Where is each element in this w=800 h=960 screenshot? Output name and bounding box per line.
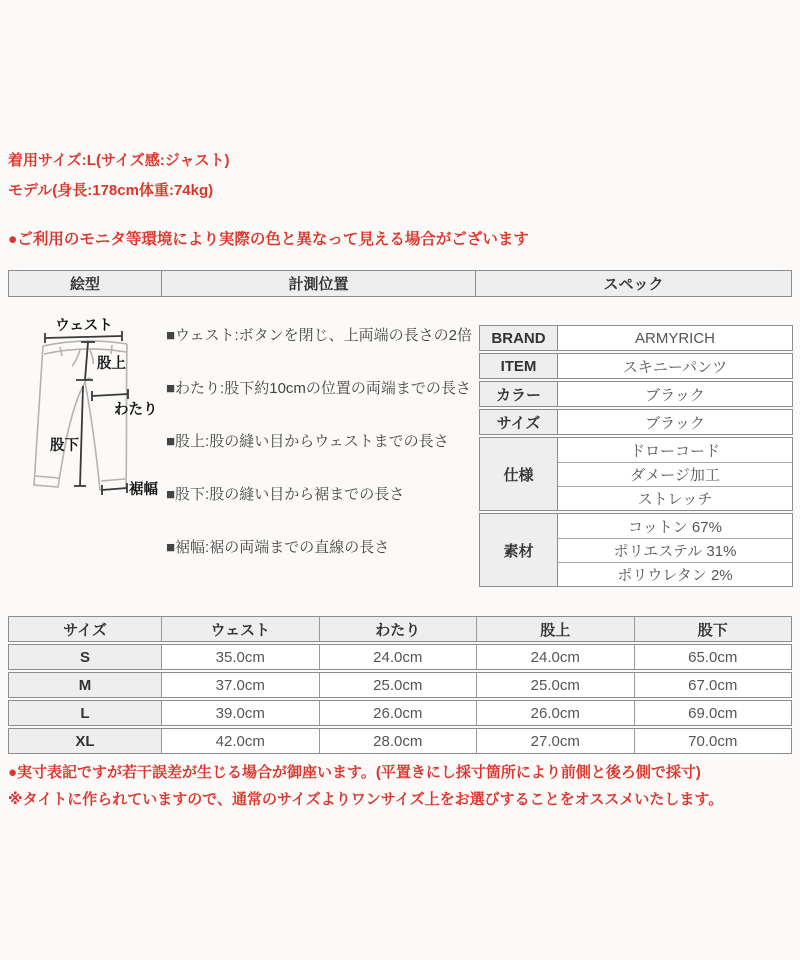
size-row-xl (8, 728, 792, 754)
size-cell: 69.0cm (634, 701, 792, 725)
size-cell: 39.0cm (161, 701, 319, 725)
spec-label: ITEM (480, 354, 558, 378)
spec-row-color (479, 381, 793, 407)
spec-table (479, 325, 793, 587)
spec-row-brand (479, 325, 793, 351)
spec-row-item (479, 353, 793, 379)
measure-point-hem: ■裾幅:裾の両端までの直線の長さ (166, 539, 390, 556)
size-cell: M (9, 673, 161, 697)
guide-header-spec: スペック (603, 276, 664, 293)
size-cell: L (9, 701, 161, 725)
size-table (8, 616, 792, 754)
size-header-cell: サイズ (9, 617, 161, 641)
guide-header-sketch: 絵型 (69, 276, 100, 293)
diagram-label-waist: ウェスト (55, 318, 113, 334)
size-row-l (8, 700, 792, 726)
size-header-cell: 股上 (476, 617, 634, 641)
measure-point-inseam: ■股下:股の縫い目から裾までの長さ (166, 486, 405, 503)
spec-label: 素材 (480, 514, 558, 586)
size-cell: 27.0cm (476, 729, 634, 753)
size-row-m (8, 672, 792, 698)
spec-value: ARMYRICH (634, 329, 715, 347)
spec-value: ポリウレタン 2% (558, 562, 792, 586)
measure-point-rise: ■股上:股の縫い目からウェストまでの長さ (166, 433, 449, 450)
size-cell: 67.0cm (634, 673, 792, 697)
size-cell: 24.0cm (476, 645, 634, 669)
spec-value: ブラック (645, 414, 705, 432)
spec-label: カラー (480, 382, 558, 406)
size-header-cell: 股下 (634, 617, 792, 641)
measure-point-list (166, 322, 480, 587)
size-cell: 42.0cm (161, 729, 319, 753)
spec-value: コットン 67% (628, 518, 722, 536)
size-header-cell: ウェスト (161, 617, 319, 641)
size-cell: 26.0cm (319, 701, 477, 725)
wear-size-text: 着用サイズ:L(サイズ感:ジャスト) (8, 152, 230, 169)
spec-value: ドローコード (629, 442, 720, 460)
spec-row-size (479, 409, 793, 435)
size-cell: 26.0cm (476, 701, 634, 725)
spec-label: BRAND (480, 326, 558, 350)
monitor-notice-text: ●ご利用のモニタ等環境により実際の色と異なって見える場合がございます (8, 231, 529, 248)
size-cell: 28.0cm (319, 729, 477, 753)
footnote-block (8, 759, 723, 813)
size-table-header-row (8, 616, 792, 642)
size-cell: S (9, 645, 161, 669)
size-cell: 25.0cm (319, 673, 477, 697)
size-cell: XL (9, 729, 161, 753)
diagram-label-hem-width: 裾幅 (129, 482, 158, 498)
measure-point-thigh: ■わたり:股下約10cmの位置の両端までの長さ (166, 380, 471, 397)
footnote-measure-tolerance: ●実寸表記ですが若干誤差が生じる場合が御座います。(平置きにし採寸箇所により前側と後ろ側で採寸) (8, 764, 701, 781)
guide-header-measure-position: 計測位置 (161, 271, 476, 296)
guide-header-row (8, 270, 792, 297)
spec-label: サイズ (480, 410, 558, 434)
size-cell: 35.0cm (161, 645, 319, 669)
measure-point-waist: ■ウェスト:ボタンを閉じ、上両端の長さの2倍 (166, 327, 472, 344)
spec-value: ストレッチ (558, 486, 792, 510)
size-row-s (8, 644, 792, 670)
model-info-text: モデル(身長:178cm体重:74kg) (8, 182, 214, 199)
intro-text (8, 146, 229, 206)
footnote-size-advice: ※タイトに作られていますので、通常のサイズよりワンサイズ上をお選びすることをオススメいたします。 (8, 791, 724, 808)
size-cell: 24.0cm (319, 645, 477, 669)
size-cell: 70.0cm (634, 729, 792, 753)
size-cell: 37.0cm (161, 673, 319, 697)
spec-value: スキニーパンツ (622, 358, 728, 376)
spec-value: ポリエステル 31% (558, 538, 792, 562)
size-cell: 65.0cm (634, 645, 792, 669)
pants-diagram (12, 300, 177, 515)
spec-label: 仕様 (480, 438, 558, 510)
diagram-label-inseam: 股下 (50, 438, 79, 454)
diagram-label-rise: 股上 (97, 356, 126, 372)
spec-value: ブラック (645, 386, 705, 404)
size-cell: 25.0cm (476, 673, 634, 697)
spec-row-material (479, 513, 793, 587)
size-header-cell: わたり (319, 617, 477, 641)
diagram-label-thigh: わたり (114, 402, 158, 418)
spec-value: ダメージ加工 (558, 462, 792, 486)
spec-row-features (479, 437, 793, 511)
